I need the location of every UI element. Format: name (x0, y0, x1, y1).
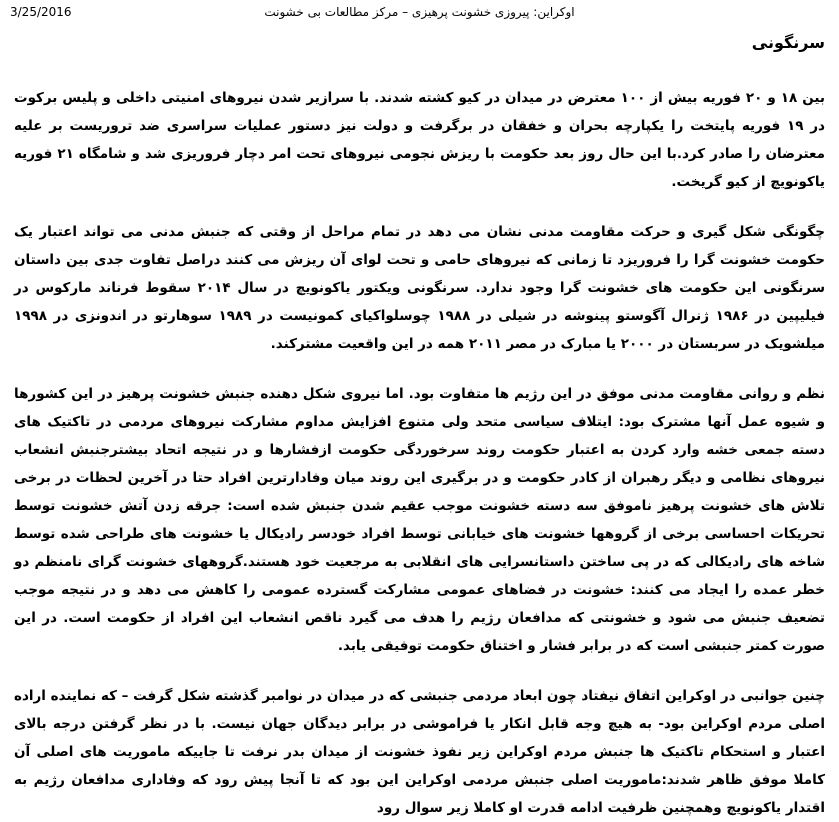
paragraph-overthrow-events: بین ۱۸ و ۲۰ فوریه بیش از ۱۰۰ معترض در میدان در کیو کشته شدند. با سرازیر شدن نیروهای امنیتی داخلی و پلیس برکوت در ۱۹ فوریه پایتخت را یکپارچه بحران و خفقان در برگرفت و دولت نیز دستور عملیات سراسری ضد تروریست بر علیه معترضان را صادر کرد.با این حال روز بعد حکومت با ریزش نجومی نیروهای تحت امر دچار فروریزی شد و شامگاه ۲۱ فوریه یاکونویچ از کیو گریخت. (14, 90, 825, 190)
paragraph-gap (14, 660, 825, 682)
paragraph-nonviolent-movement: نظم و روانی مقاومت مدنی موفق در این رژیم ها متفاوت بود. اما نیروی شکل دهنده جنبش خشونت پرهیز در این کشورها و شیوه عمل آنها مشترک بود: ایتلاف سیاسی متحد ولی متنوع افزایش مداوم مشارکت نیروهای مردمی در تاکتیک های دسته جمعی خشه وارد کردن به اعتبار حکومت روند سرخوردگی حکومت ازفشارها و در نتیجه اتحاد بیشترجنبش انشعاب نیروهای نظامی و دیگر رهبران از کادر حکومت و در برگیری این روند میان وفادارترین افراد حتا در آخرین لحظات در برخی تلاش های خشونت پرهیز ناموفق سه دسته خشونت موجب عقیم شدن جنبش شده است: جرقه زدن آتش خشونت توسط تحریکات احساسی برخی از گروهها خشونت های خیابانی توسط افراد خودسر رادیکال یا خشونت های طراحی شده توسط شاخه های رادیکالی که در پی ساختن داستانسرایی های انقلابی به مرجعیت خود هستند.گروههای خشونت گرای نامنظم دو خطر عمده را ایجاد می کنند: خشونت در فضاهای عمومی مشارکت گسترده عمومی را کاهش می دهد و در نتیجه موجب تضعیف جنبش می شود و خشونتی که مدافعان رژیم را هدف می گیرد ناقص انشعاب این افراد از حکومت است. در این صورت کمتر جنبشی است که در برابر فشار و اختناق حکومت توفیقی یابد. (14, 386, 825, 654)
paragraph-gap (14, 358, 825, 380)
section-title: سرنگونی (751, 33, 825, 52)
paragraph-civil-resistance: چگونگی شکل گیری و حرکت مقاومت مدنی نشان می دهد در تمام مراحل از وقتی که جنبش مدنی می تواند اعتبار یک حکومت خشونت گرا را فروریزد تا زمانی که نیروهای حامی و تحت لوای آن ریزش می کنند دراصل تفاوت جدی بین داستان سرنگونی این حکومت های خشونت گرا وجود ندارد. سرنگونی ویکتور یاکونویچ در سال ۲۰۱۴ سقوط فرناند مارکوس در فیلیپین در ۱۹۸۶ ژنرال آگوستو پینوشه در شیلی در ۱۹۸۸ چوسلواکیای کمونیست در ۱۹۸۹ سوهارتو در اندونزی در ۱۹۹۸ میلشویک در سربستان در ۲۰۰۰ یا مبارک در مصر ۲۰۱۱ همه در این واقعیت مشترکند. (14, 224, 825, 352)
page-header-title: اوکراین: پیروزی خشونت پرهیزی – مرکز مطالعات بی خشونت (264, 5, 575, 19)
article-body (14, 32, 825, 822)
paragraph-ukraine-movement: چنین جوانبی در اوکراین اتفاق نیفتاد چون ابعاد مردمی جنبشی که در میدان در نوامبر گذشته شکل گرفت – که نماینده اراده اصلی مردم اوکراین بود- به هیچ وجه قابل انکار یا فراموشی در برابر دیدگان جهان نیست. با در نظر گرفتن درجه بالای اعتبار و استحکام تاکتیک ها جنبش مردم اوکراین زیر نفوذ خشونت از میدان بدر نرفت تا جاییکه ماموریت های اصلی آن کاملا موفق ظاهر شدند:ماموریت اصلی جنبش مردمی اوکراین این بود که تا آنجا پیش رود که وفاداری مدافعان رژیم به اقتدار یاکونویچ وهمچنین ظرفیت ادامه قدرت او کاملا زیر سوال رود (14, 688, 825, 816)
paragraph-gap (14, 196, 825, 218)
print-date: 3/25/2016 (10, 5, 72, 19)
